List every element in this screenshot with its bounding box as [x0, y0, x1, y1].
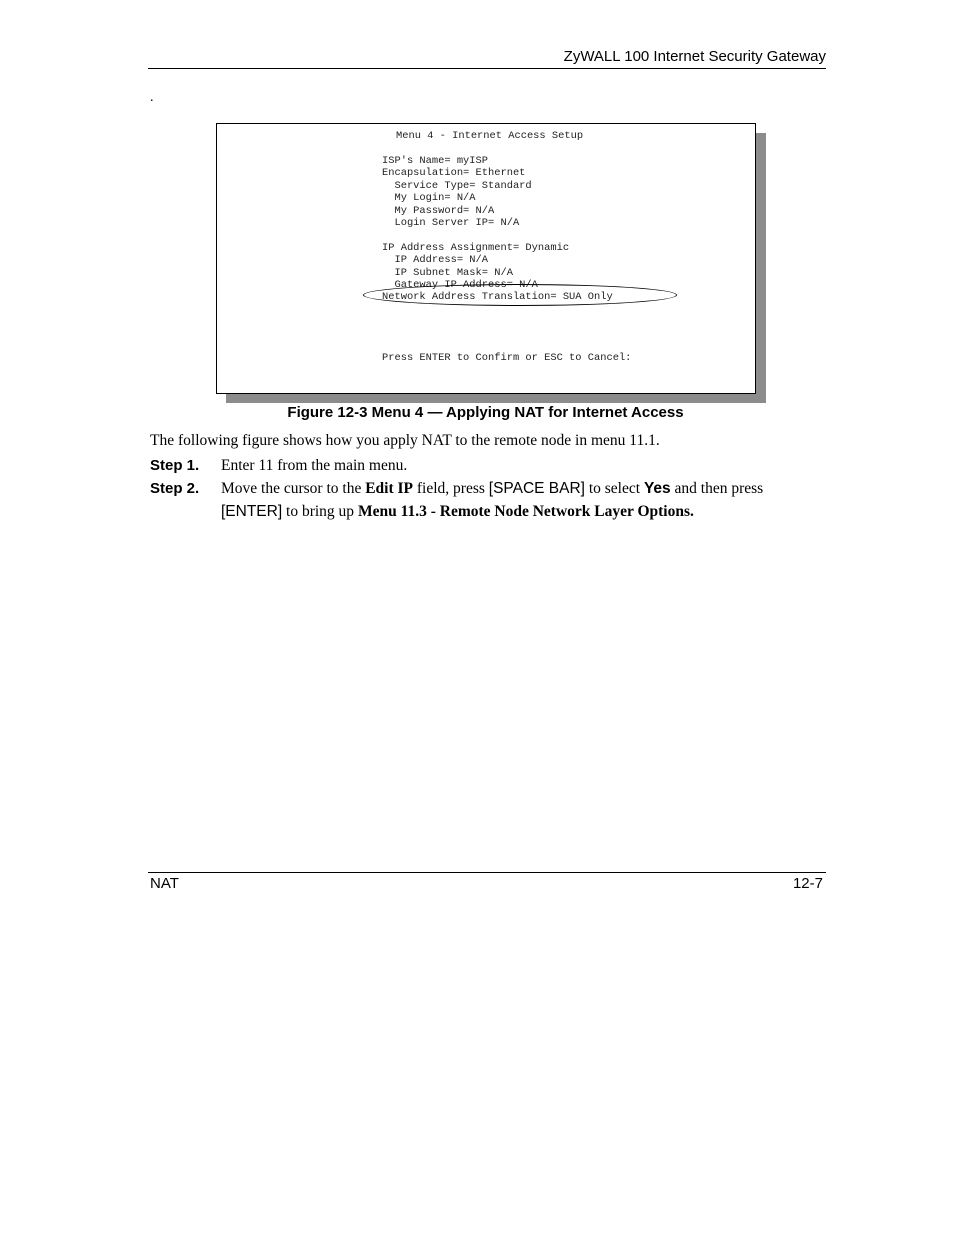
step-1-label: Step 1. [150, 457, 200, 474]
step-2-text [221, 477, 821, 523]
page-number: 12-7 [792, 875, 823, 892]
step-2-text-e: to select [584, 480, 644, 497]
step-1-text: Enter 11 from the main menu. [221, 457, 408, 474]
footer-section: NAT [150, 875, 179, 892]
intro-paragraph: The following figure shows how you apply NAT to the remote node in menu 11.1. [150, 432, 660, 449]
terminal-menu-title: Menu 4 - Internet Access Setup [396, 130, 584, 142]
step-2-text-c: field, press [413, 480, 489, 497]
step-2-text-a: Move the cursor to the [221, 480, 366, 497]
edit-ip-field-name: Edit IP [365, 480, 414, 497]
yes-option: Yes [643, 480, 671, 497]
terminal-screen [216, 123, 756, 394]
step-2-text-g: and then press [670, 480, 764, 497]
header-rule [148, 68, 826, 69]
figure-caption: Figure 12-3 Menu 4 — Applying NAT for Internet Access [287, 404, 684, 421]
running-header: ZyWALL 100 Internet Security Gateway [563, 48, 826, 65]
footer-rule [148, 872, 826, 873]
enter-key: [ENTER] [221, 503, 283, 520]
step-2-label: Step 2. [150, 480, 200, 497]
terminal-settings: ISP's Name= myISP Encapsulation= Ethernet Service Type= Standard My Login= N/A My Password= N/A Login Server IP= N/A IP Address Assignment= Dynamic IP Address= N/A IP Subnet Mask= N/A Gateway IP Address= N/A Network Address Translation= SUA Only [382, 155, 613, 304]
terminal-prompt: Press ENTER to Confirm or ESC to Cancel: [382, 352, 632, 364]
space-bar-key: [SPACE BAR] [488, 480, 585, 497]
stray-period: . [150, 90, 154, 105]
step-2-text-i: to bring up [282, 503, 358, 520]
menu-11-3-name: Menu 11.3 - Remote Node Network Layer Options. [357, 503, 694, 520]
